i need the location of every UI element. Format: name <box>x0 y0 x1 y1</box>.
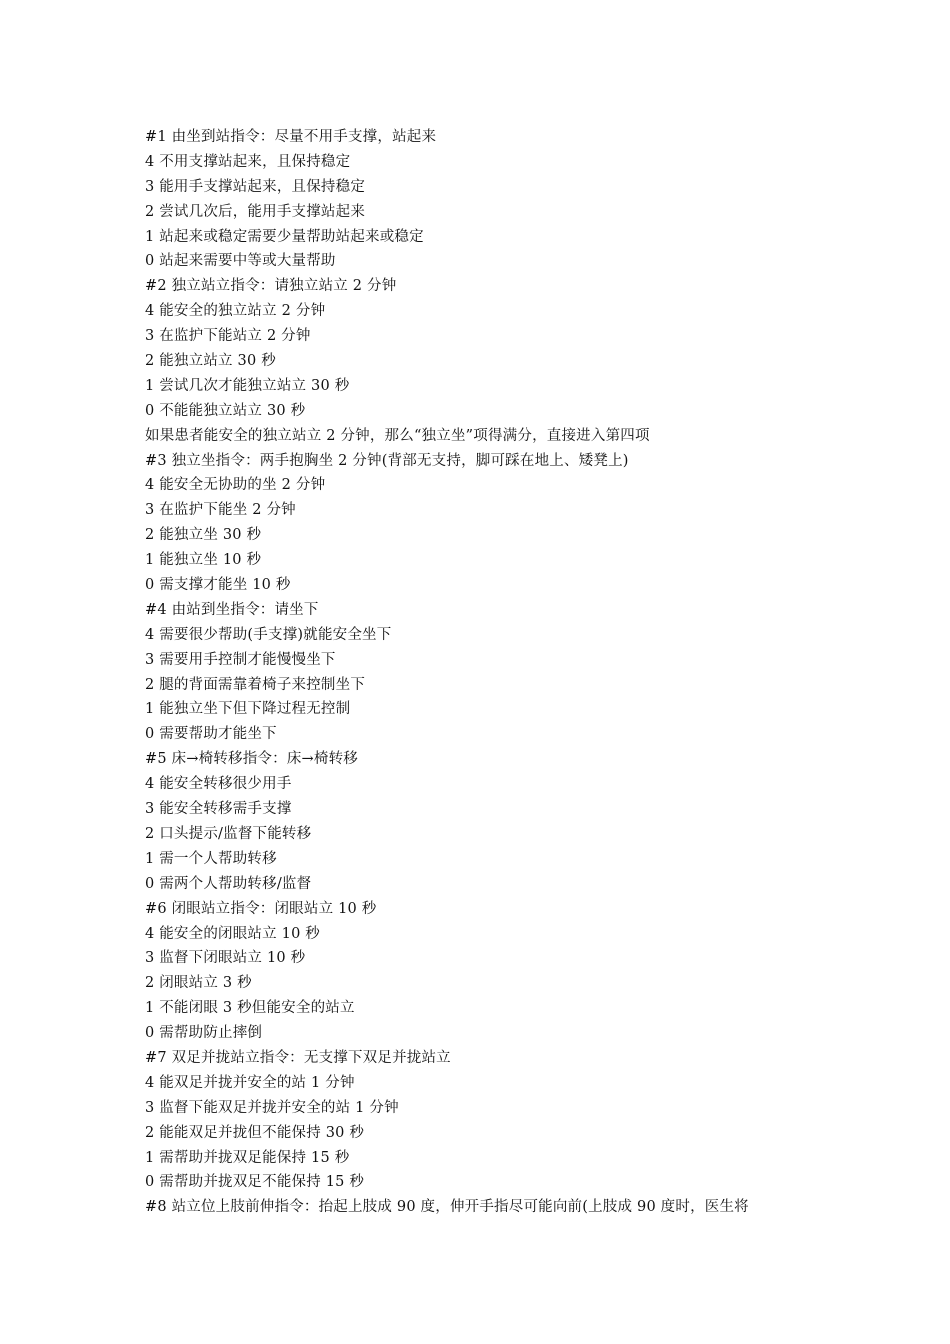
text-line: 1 能独立坐 10 秒 <box>145 552 262 569</box>
text-line: 1 尝试几次才能独立站立 30 秒 <box>145 377 350 394</box>
text-line: #4 由站到坐指令：请坐下 <box>145 601 319 618</box>
text-line: 4 不用支撑站起来，且保持稳定 <box>145 153 351 170</box>
text-line: 0 需要帮助才能坐下 <box>145 726 277 743</box>
text-line: 3 在监护下能站立 2 分钟 <box>145 328 311 345</box>
text-line: 3 能安全转移需手支撑 <box>145 801 292 818</box>
text-line: 2 能独立坐 30 秒 <box>145 527 262 544</box>
text-line: 0 需两个人帮助转移/监督 <box>145 875 312 892</box>
text-line: 0 不能能独立站立 30 秒 <box>145 402 306 419</box>
text-line: 0 需支撑才能坐 10 秒 <box>145 577 291 594</box>
text-line: #8 站立位上肢前伸指令：抬起上肢成 90 度，伸开手指尽可能向前(上肢成 90 度时，医生将 <box>145 1199 749 1216</box>
text-line: 4 能安全的闭眼站立 10 秒 <box>145 925 321 942</box>
text-line: 2 闭眼站立 3 秒 <box>145 975 252 992</box>
text-line: 0 需帮助防止摔倒 <box>145 1025 263 1042</box>
text-line: 3 监督下能双足并拢并安全的站 1 分钟 <box>145 1099 399 1116</box>
text-line: 4 能安全无协助的坐 2 分钟 <box>145 477 326 494</box>
text-line: 3 需要用手控制才能慢慢坐下 <box>145 651 336 668</box>
text-line: 3 在监护下能坐 2 分钟 <box>145 502 296 519</box>
text-line: 2 尝试几次后，能用手支撑站起来 <box>145 203 366 220</box>
text-line: #5 床→椅转移指令：床→椅转移 <box>145 751 358 768</box>
text-line: 1 能独立坐下但下降过程无控制 <box>145 701 351 718</box>
text-line: #6 闭眼站立指令：闭眼站立 10 秒 <box>145 900 377 917</box>
text-line: 4 需要很少帮助(手支撑)就能安全坐下 <box>145 626 392 643</box>
text-line: #3 独立坐指令：两手抱胸坐 2 分钟(背部无支持，脚可踩在地上、矮凳上) <box>145 452 629 469</box>
text-line: 2 腿的背面需靠着椅子来控制坐下 <box>145 676 366 693</box>
text-line: 2 口头提示/监督下能转移 <box>145 825 312 842</box>
text-line: 1 需帮助并拢双足能保持 15 秒 <box>145 1149 350 1166</box>
text-line: 2 能能双足并拢但不能保持 30 秒 <box>145 1124 365 1141</box>
text-line: 1 站起来或稳定需要少量帮助站起来或稳定 <box>145 228 424 245</box>
text-line: 4 能安全的独立站立 2 分钟 <box>145 303 326 320</box>
text-line: #1 由坐到站指令：尽量不用手支撑，站起来 <box>145 129 437 145</box>
text-line: 1 不能闭眼 3 秒但能安全的站立 <box>145 1000 355 1017</box>
text-line: 3 能用手支撑站起来，且保持稳定 <box>145 178 366 195</box>
text-line: 如果患者能安全的独立站立 2 分钟，那么“独立坐”项得满分，直接进入第四项 <box>145 427 650 444</box>
text-line: 2 能独立站立 30 秒 <box>145 353 276 370</box>
text-line: 3 监督下闭眼站立 10 秒 <box>145 950 306 967</box>
text-line: 0 站起来需要中等或大量帮助 <box>145 253 336 270</box>
text-line: 0 需帮助并拢双足不能保持 15 秒 <box>145 1174 365 1191</box>
text-line: 4 能双足并拢并安全的站 1 分钟 <box>145 1074 355 1091</box>
text-line: #2 独立站立指令：请独立站立 2 分钟 <box>145 278 397 295</box>
document-body <box>145 125 845 1220</box>
text-line: #7 双足并拢站立指令：无支撑下双足并拢站立 <box>145 1049 451 1066</box>
text-line: 1 需一个人帮助转移 <box>145 850 277 867</box>
text-line: 4 能安全转移很少用手 <box>145 776 292 793</box>
